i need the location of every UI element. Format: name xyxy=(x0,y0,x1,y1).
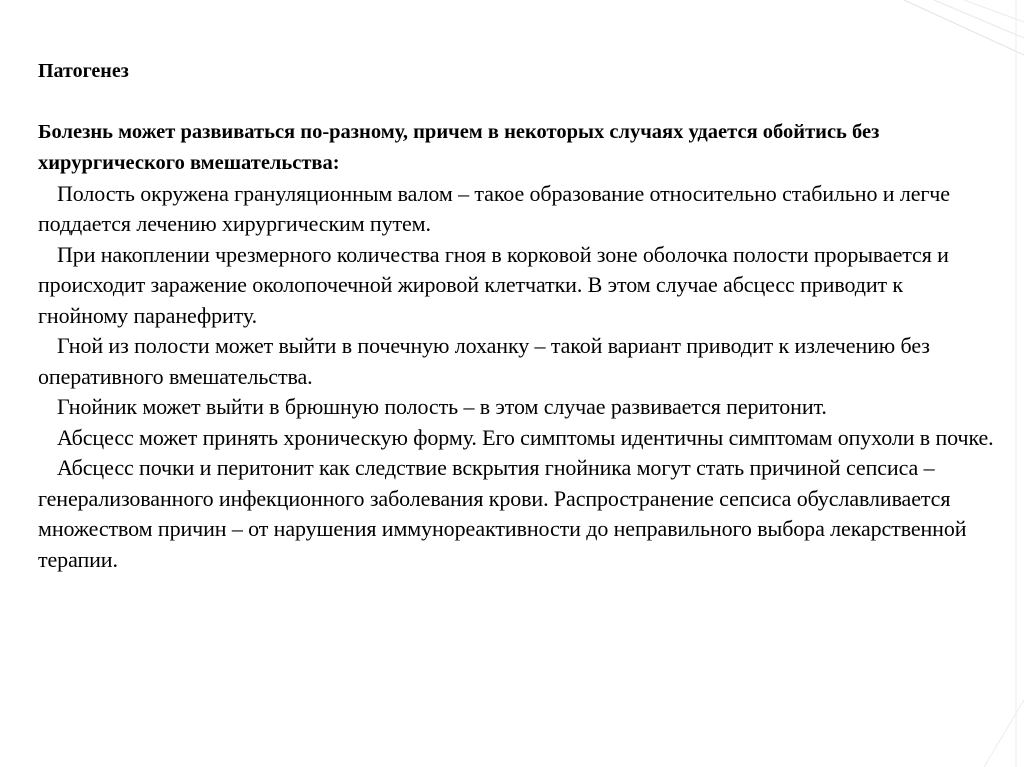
intro-paragraph: Болезнь может развиваться по-разному, причем в некоторых случаях удается обойтись без хирургического вмешательства: xyxy=(38,120,880,174)
decor-line-5 xyxy=(984,700,1024,767)
slide-title: Патогенез xyxy=(38,60,129,82)
paragraph-peritonitis: Гнойник может выйти в брюшную полость – в этом случае развивается перитонит. xyxy=(57,394,827,419)
paragraph-sepsis: Абсцесс почки и перитонит как следствие вскрытия гнойника могут стать причиной сепсиса – генерализованного инфекционного заболевания крови. Распространение сепсиса обуславливается множеством причин – от нарушения иммунореактивности до неправильного выбора лекарственной терапии. xyxy=(38,455,967,572)
paragraph-pelvis-drainage: Гной из полости может выйти в почечную лоханку – такой вариант приводит к излечению без оперативного вмешательства. xyxy=(38,333,930,389)
decor-line-3 xyxy=(964,0,1024,22)
paragraph-granulation: Полость окружена грануляционным валом – такое образование относительно стабильно и легче поддается лечению хирургическим путем. xyxy=(38,180,950,236)
decor-line-1 xyxy=(904,0,1024,55)
paragraph-paranephritis: При накоплении чрезмерного количества гноя в корковой зоне оболочка полости прорывается и происходит заражение околопочечной жировой клетчатки. В этом случае абсцесс приводит к гнойному паранефриту. xyxy=(38,241,949,328)
paragraph-chronic-form: Абсцесс может принять хроническую форму. Его симптомы идентичны симптомам опухоли в почке. xyxy=(57,424,994,450)
slide-content xyxy=(38,56,998,575)
